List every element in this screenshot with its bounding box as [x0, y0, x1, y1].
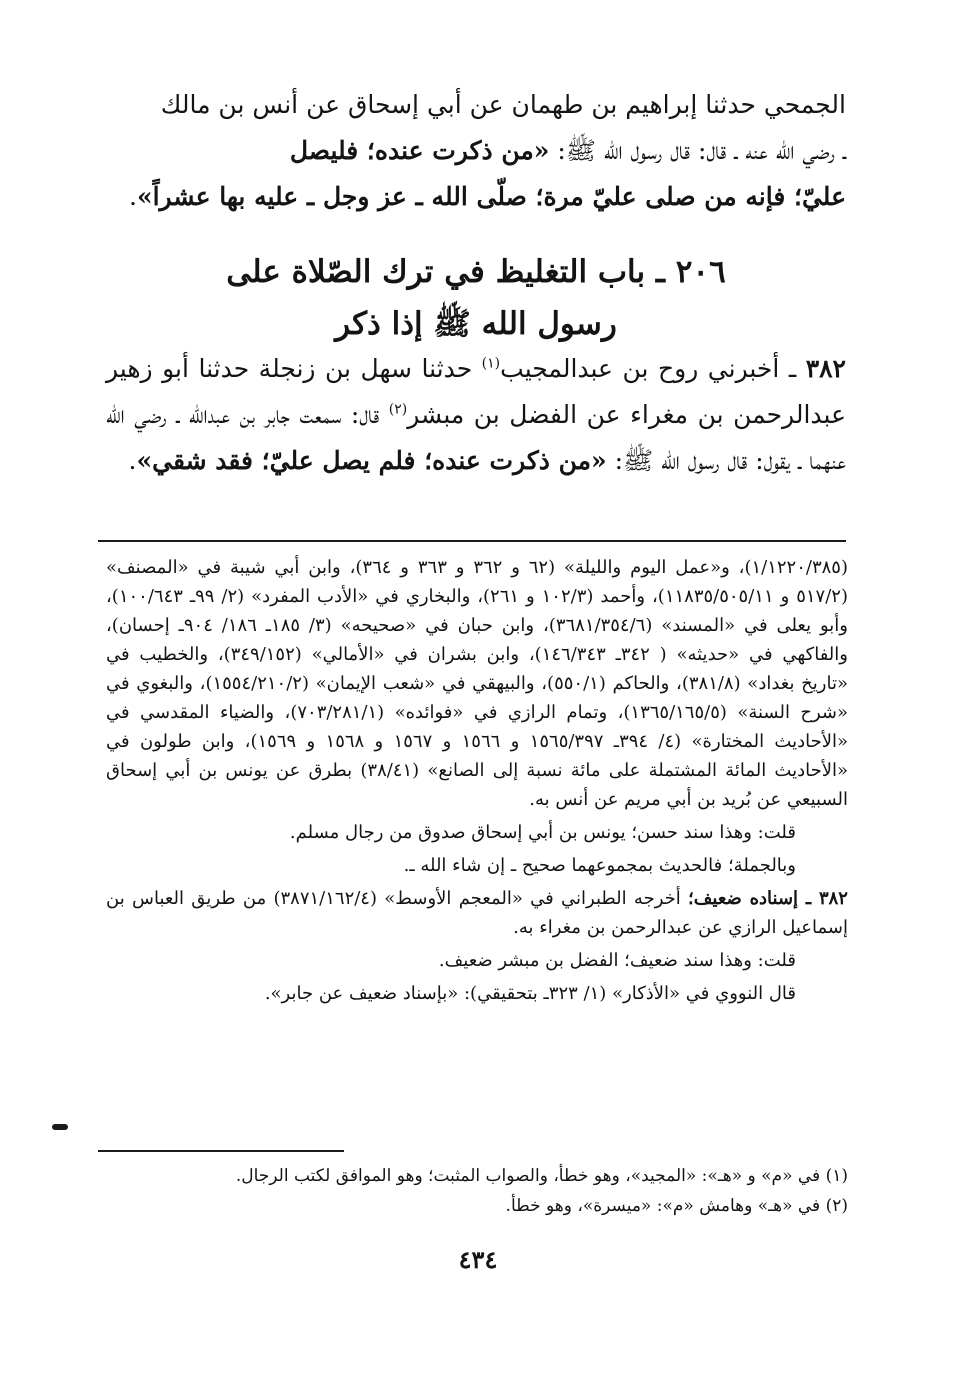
note-number: ٣٨٢: [818, 888, 848, 909]
note-text: أخرجه الطبراني في «المعجم الأوسط» (٣٨٧١/١٦٢/٤) من طريق العباس بن إسماعيل الرازي عن عبدالرحمن بن مغراء به.: [106, 888, 848, 938]
text-line: [106, 174, 846, 220]
period: .: [128, 446, 137, 475]
footnote-ref-1: (١): [481, 355, 501, 372]
text-line: [106, 82, 846, 128]
notes-divider: [98, 540, 846, 542]
hadith-paragraph: [106, 346, 846, 484]
note-paragraph: وبالجملة؛ فالحديث بمجموعهما صحيح ـ إن شاء الله ـ.: [403, 855, 796, 876]
top-hadith-continuation: [106, 82, 846, 220]
text-line-1: الجمحي حدثنا إبراهيم بن طهمان عن أبي إسحاق عن أنس بن مالك: [160, 90, 846, 119]
footnote-1: (١) في «م» و «هـ»: «المجيد»، وهو خطأ، والصواب المثبت؛ وهو الموافق لكتب الرجال.: [235, 1166, 848, 1186]
note-grading: ـ إسناده ضعيف؛: [688, 888, 819, 909]
hadith-number: ٣٨٢: [805, 354, 846, 383]
hadith-text: حدثنا سهل بن زنجلة حدثنا أبو زهير عبدالرحمن بن مغراء عن الفضل بن مبشر: [106, 354, 846, 429]
takhrij-notes: [106, 553, 848, 1008]
bold-quote-end: عليّ؛ فإنه من صلى عليّ مرة؛ صلّى الله ـ عز وجل ـ عليه بها عشراً»: [136, 182, 846, 211]
footnotes: [106, 1161, 848, 1221]
chapter-heading-line-1: ٢٠٦ ـ باب التغليظ في ترك الصّلاة على: [226, 254, 726, 290]
note-paragraph: [106, 884, 848, 942]
hadith-text: ـ أخبرني روح بن عبدالمجيب: [500, 354, 806, 383]
period: .: [129, 182, 137, 211]
hadith-quote: «من ذكرت عنده؛ فلم يصل عليّ؛ فقد شقي»: [136, 446, 607, 475]
footnote-2: (٢) في «هـ» وهامش «م»: «ميسرة»، وهو خطأ.: [505, 1196, 848, 1216]
margin-mark: [52, 1124, 68, 1130]
footnote-ref-2: (٢): [388, 401, 408, 418]
text-line-2: ـ رضي الله عنه ـ قال: قال رسول الله ﷺ:: [549, 136, 846, 165]
note-paragraph: قال النووي في «الأذكار» (١/ ٣٢٣ـ بتحقيقي): «بإسناد ضعيف عن جابر».: [264, 983, 796, 1004]
hadith-text: قال: سمعت جابر بن عبدالله ـ رضي الله عنهما ـ يقول: قال رسول الله ﷺ:: [106, 400, 846, 475]
chapter-heading-line-2: رسول الله ﷺ إذا ذكر: [335, 306, 617, 342]
footnote-divider: [98, 1150, 344, 1152]
hadith-382: [106, 346, 846, 484]
note-paragraph: قلت: وهذا سند ضعيف؛ الفضل بن مبشر ضعيف.: [438, 950, 796, 971]
bold-quote-start: «من ذكرت عنده؛ فليصل: [289, 136, 550, 165]
text-line: [106, 128, 846, 174]
page-number: ٤٣٤: [458, 1245, 498, 1274]
note-paragraph: (١/١٢٢٠/٣٨٥)، و«عمل اليوم والليلة» (٦٢ و ٣٦٢ و ٣٦٣ و ٣٦٤)، وابن أبي شيبة في «المصنف» (٥١٧/٢ و ١١٨٣٥/٥٠٥/١١)، وأحمد (١٠٢/٣ و ٢٦١)، والبخاري في «الأدب المفرد» (٢/ ٩٩ـ ١٠٠/٦٤٣)، وأبو يعلى في «المسند» (٣٦٨١/٣٥٤/٦)، وابن حبان في «صحيحه» (٣/ ١٨٥ـ ١٨٦/ ٩٠٤ـ إحسان)، والفاكهي في «حديثه» ( ٣٤٢ـ ١٤٦/٣٤٣)، وابن بشران في «الأمالي» (٣٤٩/١٥٢)، والخطيب في «تاريخ بغداد» (٣٨١/٨)، والحاكم (٥٥٠/١)، والبيهقي في «شعب الإيمان» (١٥٥٤/٢١٠/٢)، والبغوي في «شرح السنة» (١٣٦٥/١٦٥/٥)، وتمام الرازي في «فوائده» (٧٠٣/٢٨١/١)، والضياء المقدسي في «الأحاديث المختارة» (٤/ ٣٩٤ـ ١٥٦٥/٣٩٧ و ١٥٦٦ و ١٥٦٧ و ١٥٦٨ و ١٥٦٩)، وابن طولون في «الأحاديث المائة المشتملة على مائة نسبة إلى الصانع» (٣٨/٤١) بطرق عن يونس بن أبي إسحاق السبيعي عن بُريد بن أبي مريم عن أنس به.: [106, 557, 849, 810]
chapter-heading: [106, 246, 846, 350]
note-paragraph: قلت: وهذا سند حسن؛ يونس بن أبي إسحاق صدوق من رجال مسلم.: [289, 822, 796, 843]
